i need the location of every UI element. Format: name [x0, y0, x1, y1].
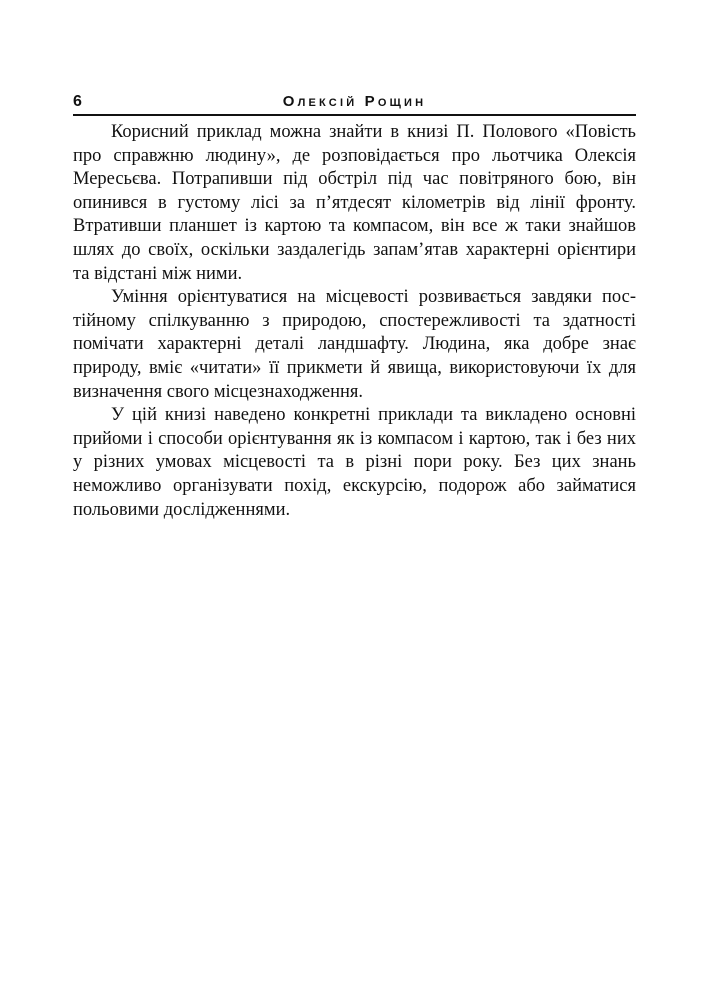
- running-title: Олексій Рощин: [282, 93, 427, 110]
- paragraph: У цій книзі наведено конкретні приклади та викладено основні прийоми і способи орієнтування як із компасом і картою, так і без них у різних умовах місцевості та в різні пори року. Без цих знань неможливо організувати похід, екскурсію, подорож або займатися польовими дослідженнями.: [73, 405, 636, 520]
- paragraph: Уміння орієнтуватися на місцевості розвивається завдяки постійному спілкуванню з природою, спостережливості та здатності помічати характерні деталі ландшафту. Людина, яка добре знає природу, вміє «читати» її прикмети й явища, використовуючи їх для визначення свого місцезнаходження.: [73, 287, 636, 402]
- page-number: 6: [73, 93, 82, 110]
- paragraph: Корисний приклад можна знайти в книзі П. Полового «Повість про справжню людину», де розповідається про льотчика Олексія Мересьєва. Потрапивши під обстріл під час повітряного бою, він опинився в густому лісі за п’ятдесят кілометрів від лінії фронту. Втративши планшет із картою та компасом, він все ж таки знайшов шлях до своїх, оскільки заздалегідь запам’ятав характерні орієнтири та відстані між ними.: [73, 122, 636, 284]
- page-header: [73, 92, 636, 116]
- body-text: [73, 121, 636, 522]
